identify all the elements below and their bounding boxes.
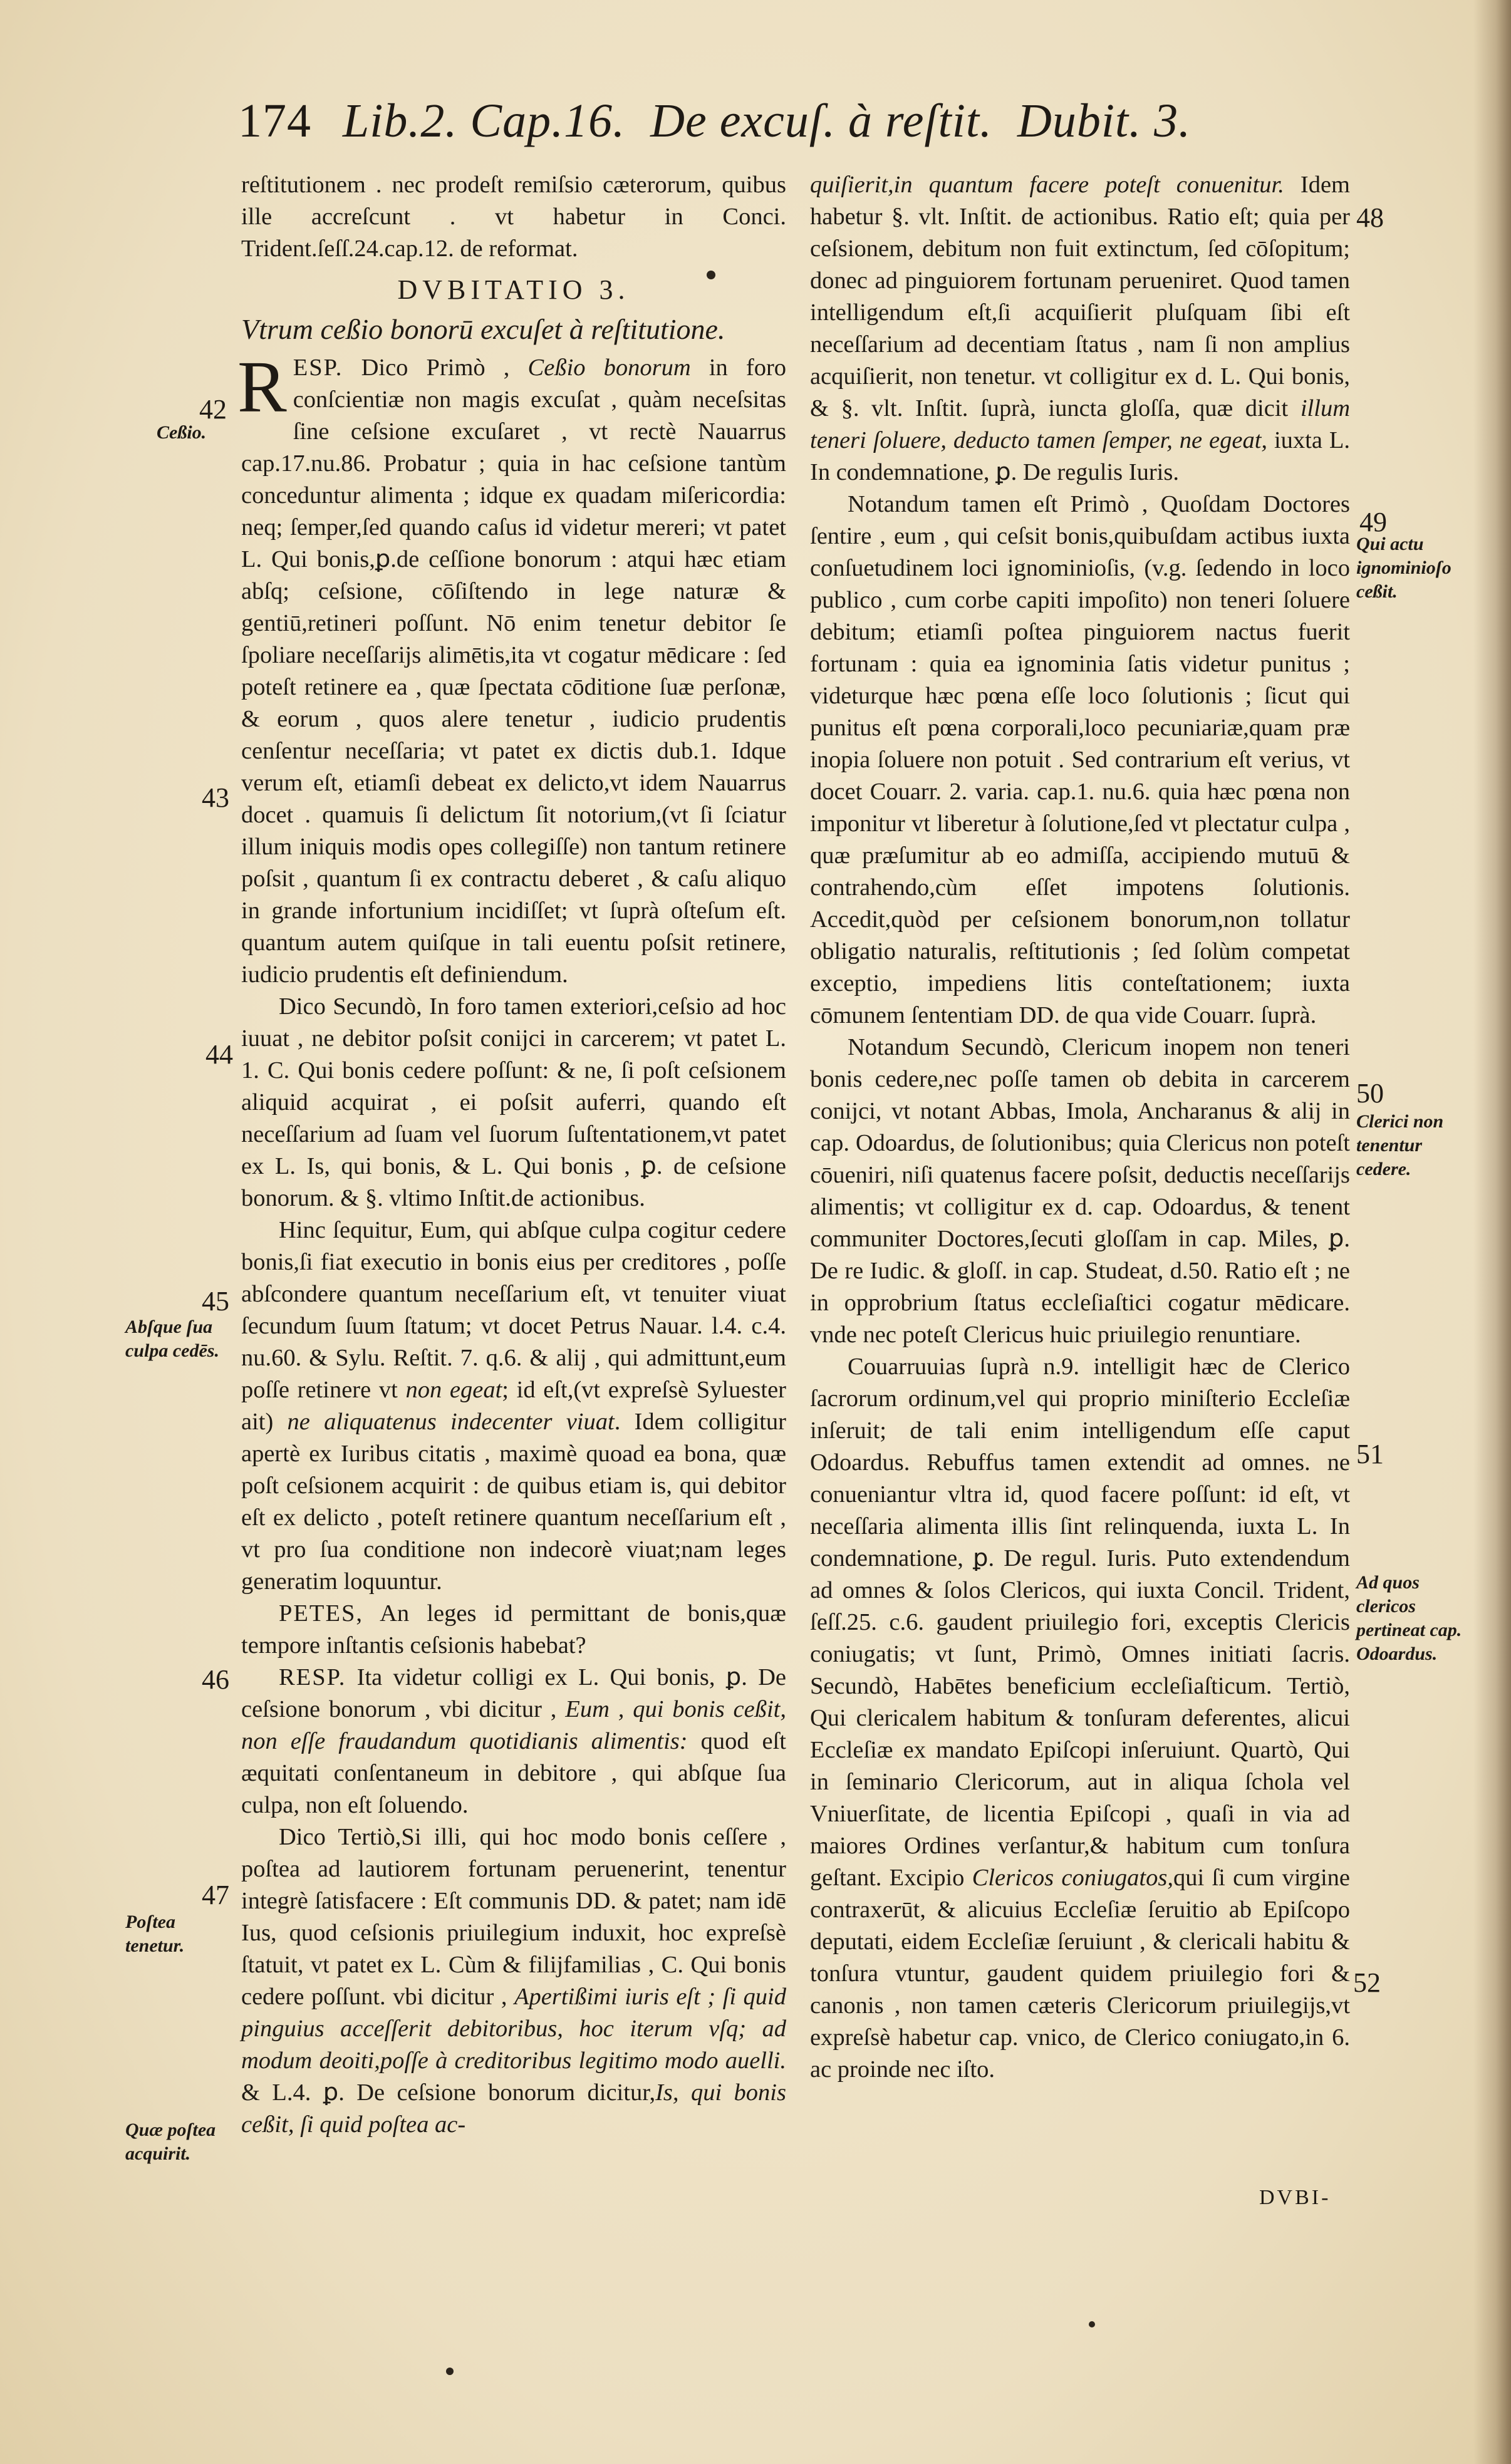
paragraph-resp-1: RESP. Dico Primò , Ceßio bonorum in foro conſcientiæ non magis excuſat , quàm neceſsitas ſine ceſsione excuſaret , vt rectè Nauarrus cap.17.nu.86. Probatur ; quia in hac ceſsione tantùm conceduntur alimenta ; idque ex quadam miſericordia: neq; ſemper,ſed quando caſus id videtur mereri; vt patet L. Qui bonis,ꝑ.de ceſſione bonorum : atqui hæc etiam abſq; ceſsione, cōſiſtendo in lege naturæ & gentiū,retineri poſſunt. Nō enim tenetur debitor ſe ſpoliare neceſſarijs alimētis,ita vt cogatur mēdicare : ſed poteſt retinere ea , quæ ſpectata cōditione ſuæ perſonæ, & eorum , quos alere tenetur , iudicio prudentis cenſentur neceſſaria; vt patet ex dictis dub.1. Idque verum eſt, etiamſi debeat ex delicto,vt idem Nauarrus docet . quamuis ſi delictum ſit notorium,(vt ſi ſciatur illum iniquis modis opes collegiſſe) non tantum retinere poſsit , quantum ſi ex contractu deberet , & caſu aliquo in grande infortunium incidiſſet; vt ſuprà oſteſum eſt. quantum autem quiſque in tali euentu poſsit retinere, iudicio prudentis eſt definiendum. — [237, 346, 787, 988]
margin-note: Ceßio. — [157, 422, 207, 443]
margin-number: 49 — [1359, 507, 1387, 537]
paragraph-hinc-sequitur: Hinc ſequitur, Eum, qui abſque culpa cogitur cedere bonis,ſi fiat executio in bonis eius per creditores , poſſe abſcondere quantum neceſſarium eſt, vt tenuiter viuat ſecundum ſuum ſtatum; vt docet Petrus Nauar. l.4. c.4. nu.60. & Sylu. Reſtit. 7. q.6. & alij , qui admittunt,eum poſſe retinere vt non egeat; id eſt,(vt expreſsè Syluester ait) ne aliquatenus indecenter viuat. Idem colligitur apertè ex Iuribus citatis , maximè quoad ea bona, quæ poſt ceſsionem acquirit : de quibus etiam is, qui debitor eſt ex delicto , poteſt retinere quantum neceſſarium eſt , vt pro ſua conditione non indecorè viuat;nam leges generatim loquuntur. — [241, 1217, 787, 1595]
paragraph: reſtitutionem . nec prodeſt remiſsio cæterorum, quibus ille accreſcunt . vt habetur in Conci. Trident.ſeſſ.24.cap.12. de reformat. — [241, 172, 786, 262]
ink-speck — [1089, 2321, 1095, 2327]
paragraph-notandum-secundo: Notandum Secundò, Clericum inopem non teneri bonis cedere,nec poſſe tamen ob debita in carcerem conijci, vt notant Abbas, Imola, Ancharanus & alij in cap. Odoardus, de ſolutionibus; quia Clericus non poteſt cōueniri, niſi quatenus facere poſsit, deductis neceſſarijs alimentis; vt colligitur ex d. cap. Odoardus, & tenent communiter Doctores,ſecuti gloſſam in cap. Miles, ꝑ. De re Iudic. & gloſſ. in cap. Studeat, d.50. Ratio eſt ; ne in opprobrium ſtatus eccleſiaſtici cogatur mēdicare. vnde nec poteſt Clericus huic priuilegio renuntiare. — [810, 1034, 1350, 1348]
header-dubit: Dubit. 3. — [1017, 95, 1192, 147]
margin-number: 46 — [202, 1664, 229, 1695]
right-column — [810, 169, 1350, 2086]
paragraph-resp-2: RESP. Ita videtur colligi ex L. Qui bonis, ꝑ. De ceſsione bonorum , vbi dicitur , Eum , qui bonis ceßit, non eſſe fraudandum quotidianis alimentis: quod eſt æquitati conſentaneum in debitore , qui abſque ſua culpa, non eſt ſoluendo. — [241, 1664, 787, 1818]
margin-number: 51 — [1356, 1439, 1384, 1469]
paragraph-dico-secundo: Dico Secundò, In foro tamen exteriori,ceſsio ad hoc iuuat , ne debitor poſsit conijci in carcerem; vt patet L. 1. C. Qui bonis cedere poſſunt: & ne, ſi poſt ceſsionem aliquid acquirat , ei poſsit auferri, quando eſt neceſſarium ad ſuam vel ſuorum ſuſtentationem,vt patet ex L. Is, qui bonis, & L. Qui bonis , ꝑ. de ceſsione bonorum. & §. vltimo Inſtit.de actionibus. — [241, 993, 786, 1211]
margin-note: Abſque ſua culpa cedēs. — [125, 1317, 219, 1361]
margin-number: 42 — [199, 394, 227, 425]
page-number: 174 — [238, 95, 311, 147]
section-question: Vtrum ceßio bonorū excuſet à reſtitutione. — [241, 313, 725, 345]
margin-note: Clerici non tenentur cedere. — [1356, 1111, 1444, 1179]
paragraph-continuation: quiſierit,in quantum facere poteſt conuenitur. Idem habetur §. vlt. Inſtit. de actionibus. Ratio eſt; quia per ceſsionem, debitum non fuit extinctum, ſed cōſopitum; donec ad pinguiorem fortunam perueniret. Quod tamen intelligendum eſt,ſi acquiſierit pluſquam ſibi eſt neceſſarium ad decentiam ſtatus , nam ſi non amplius acquiſierit, non tenetur. vt colligitur ex d. L. Qui bonis, & §. vlt. Inſtit. ſuprà, iuncta gloſſa, quæ dicit illum teneri ſoluere, deducto tamen ſemper, ne egeat, iuxta L. In condemnatione, ꝑ. De regulis Iuris. — [810, 172, 1351, 485]
ink-speck — [707, 271, 715, 279]
paragraph-dico-tertio: Dico Tertiò,Si illi, qui hoc modo bonis ceſſere , poſtea ad lautiorem fortunam peruenerint, tenentur integrè ſatisfacere : Eſt communis DD. & patet; nam idē Ius, quod ceſsionis priuilegium induxit, hoc expreſsè ſtatuit, vt patet ex L. Cùm & filijfamilias , C. Qui bonis cedere poſſunt. vbi dicitur , Apertißimi iuris eſt ; ſi quid pinguius acceſſerit debitoribus, hoc iterum vſq; ad modum deoiti,poſſe à creditoribus legitimo modo auelli. & L.4. ꝑ. De ceſsione bonorum dicitur,Is, qui bonis ceßit, ſi quid poſtea ac- — [241, 1824, 786, 2138]
header-topic: De excuſ. à reſtit. — [650, 95, 992, 147]
margin-number: 47 — [202, 1880, 229, 1910]
drop-cap: R — [237, 346, 287, 428]
margin-number: 48 — [1356, 202, 1384, 233]
header-book: Lib.2. Cap.16. — [343, 95, 626, 147]
left-column — [237, 169, 787, 2141]
paragraph-notandum-primo: Notandum tamen eſt Primò , Quoſdam Doctores ſentire , eum , qui ceſsit bonis,quibuſdam actibus iuxta conſuetudinem loci ignominioſis, (v.g. ſedendo in loco publico , cum corbe capiti impoſito) non teneri ſoluere debitum; etiamſi poſtea pinguiorem nactus fuerit fortunam : quia ea ignominia ſatis videtur punitus ; videturque hæc pœna eſſe loco ſolutionis ; ſicut qui punitus eſt pœna corporali,loco pecuniariæ,quam præ inopia ſoluere non potuit . Sed contrarium eſt verius, vt docet Couarr. 2. varia. cap.1. nu.6. quia hæc pœna non imponitur vt liberetur à ſolutione,ſed vt plectatur culpa , quæ præſumitur ab eo admiſſa, accipiendo mutuū & contrahendo,cùm eſſet impotens ſolutionis. Accedit,quòd per ceſsionem bonorum,non tollatur obligatio naturalis, reſtitutionis ; ſed ſolùm competat exceptio, impediens litis conteſtationem; iuxta cōmunem ſententiam DD. de qua vide Couarr. ſuprà. — [810, 491, 1350, 1028]
margin-number: 50 — [1356, 1078, 1384, 1109]
margin-note: Poſtea tenetur. — [125, 1912, 185, 1956]
margin-note: Ad quos clericos pertineat cap. Odoardus. — [1356, 1572, 1462, 1664]
paragraph-couarruuias: Couarruuias ſuprà n.9. intelligit hæc de Clerico ſacrorum ordinum,vel qui proprio miniſterio Eccleſiæ inſeruit; de tali enim intelligendum eſſe caput Odoardus. Rebuffus tamen extendit ad omnes. ne conueniantur vltra id, quod facere poſſunt: id eſt, vt neceſſaria alimenta illis ſint relinquenda, iuxta L. In condemnatione, ꝑ. De regul. Iuris. Puto extendendum ad omnes & ſolos Clericos, qui iuxta Concil. Trident, ſeſſ.25. c.6. gaudent priuilegio fori, exceptis Clericis coniugatis; vt ſunt, Primò, Omnes initiati ſacris. Secundò, Habētes beneficium eccleſiaſticum. Tertiò, Qui clericalem habitum & tonſuram deferentes, alicui Eccleſiæ ex mandato Epiſcopi inſeruiunt. Quartò, Qui in ſeminario Clericorum, aut in aliqua ſchola vel Vniuerſitate, de licentia Epiſcopi , quaſi in via ad maiores Ordines verſantur,& habitum cum tonſura geſtant. Excipio Clericos coniugatos,qui ſi cum virgine contraxerūt, & alicuius Eccleſiæ ſeruitio ab Epiſcopo deputati, eidem Eccleſiæ ſeruiunt , & clericali habitu & tonſura vtuntur, gaudent quidem priuilegio fori & canonis , non tamen cæteris Clericorum priuilegijs,vt expreſsè habetur cap. vnico, de Clerico coniugato,in 6. ac proinde nec iſto. — [810, 1354, 1351, 2083]
margin-number: 43 — [202, 782, 229, 813]
page-edge-shadow — [1473, 0, 1511, 2464]
running-header — [238, 94, 1253, 157]
margin-number: 52 — [1353, 1967, 1381, 1998]
margin-number: 45 — [202, 1286, 229, 1317]
margin-note: Qui actu ignominioſo ceßit. — [1356, 534, 1451, 602]
paragraph-petes: PETES, An leges id permittant de bonis,quæ tempore inſtantis ceſsionis habebat? — [241, 1600, 786, 1659]
ink-speck — [446, 2368, 454, 2375]
catchword: DVBI- — [1259, 2186, 1331, 2209]
section-heading: DVBITATIO 3. — [397, 274, 630, 305]
margin-number: 44 — [205, 1039, 233, 1070]
margin-note: Quæ poſtea acquirit. — [125, 2120, 216, 2164]
